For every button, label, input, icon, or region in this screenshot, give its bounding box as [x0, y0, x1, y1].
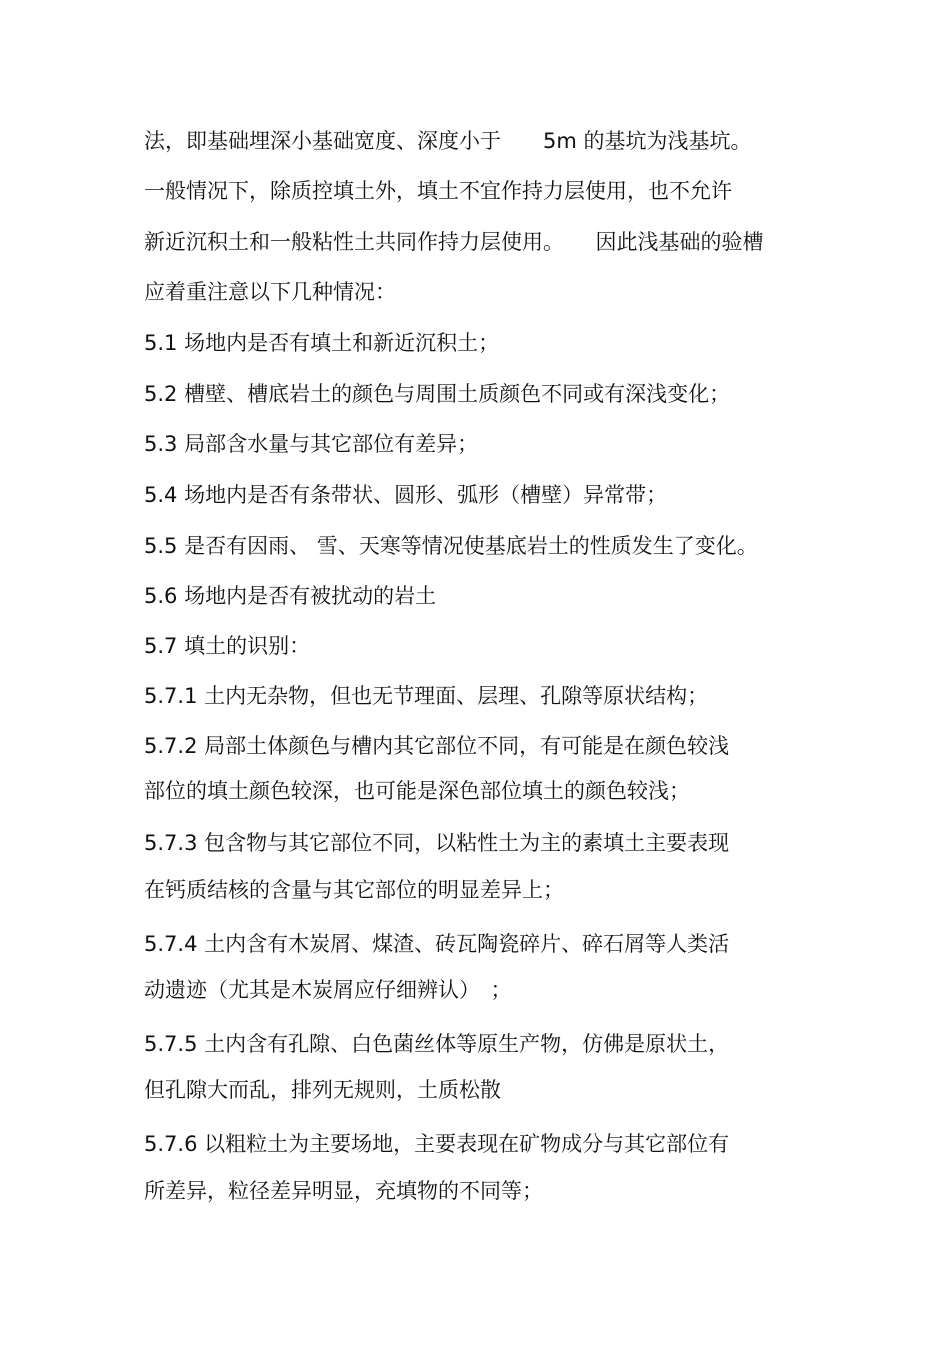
text-line: 动遗迹（尤其是木炭屑应仔细辨认） ；: [144, 978, 512, 1002]
text-line: 5.6 场地内是否有被扰动的岩土: [144, 584, 437, 608]
text-line: 5.5 是否有因雨、 雪、天寒等情况使基底岩土的性质发生了变化。: [144, 534, 758, 558]
text-line: 5.1 场地内是否有填土和新近沉积土；: [144, 331, 500, 355]
text-line: 5.7.6 以粗粒土为主要场地，主要表现在矿物成分与其它部位有: [144, 1132, 730, 1156]
text-line: 5.7.1 土内无杂物，但也无节理面、层理、孔隙等原状结构；: [144, 684, 709, 708]
text-line: 5.7.3 包含物与其它部位不同，以粘性土为主的素填土主要表现: [144, 831, 730, 855]
text-line: 新近沉积土和一般粘性土共同作持力层使用。 因此浅基础的验槽: [144, 230, 764, 254]
text-line: 应着重注意以下几种情况：: [144, 280, 396, 304]
text-line: 5.7.5 土内含有孔隙、白色菌丝体等原生产物，仿佛是原状土，: [144, 1032, 730, 1056]
text-line: 法，即基础埋深小基础宽度、深度小于 5m 的基坑为浅基坑。: [144, 129, 752, 153]
text-line: 5.7.2 局部土体颜色与槽内其它部位不同，有可能是在颜色较浅: [144, 734, 730, 758]
text-line: 部位的填土颜色较深，也可能是深色部位填土的颜色较浅；: [144, 779, 690, 803]
text-line: 在钙质结核的含量与其它部位的明显差异上；: [144, 878, 564, 902]
text-line: 一般情况下，除质控填土外，填土不宜作持力层使用，也不允许: [144, 179, 732, 203]
text-line: 所差异，粒径差异明显，充填物的不同等；: [144, 1179, 543, 1203]
text-line: 5.3 局部含水量与其它部位有差异；: [144, 432, 479, 456]
text-line: 但孔隙大而乱，排列无规则，土质松散: [144, 1078, 501, 1102]
text-line: 5.7 填土的识别：: [144, 634, 311, 658]
text-line: 5.4 场地内是否有条带状、圆形、弧形（槽壁）异常带；: [144, 483, 668, 507]
text-line: 5.7.4 土内含有木炭屑、煤渣、砖瓦陶瓷碎片、碎石屑等人类活: [144, 932, 730, 956]
text-line: 5.2 槽壁、槽底岩土的颜色与周围土质颜色不同或有深浅变化；: [144, 382, 731, 406]
